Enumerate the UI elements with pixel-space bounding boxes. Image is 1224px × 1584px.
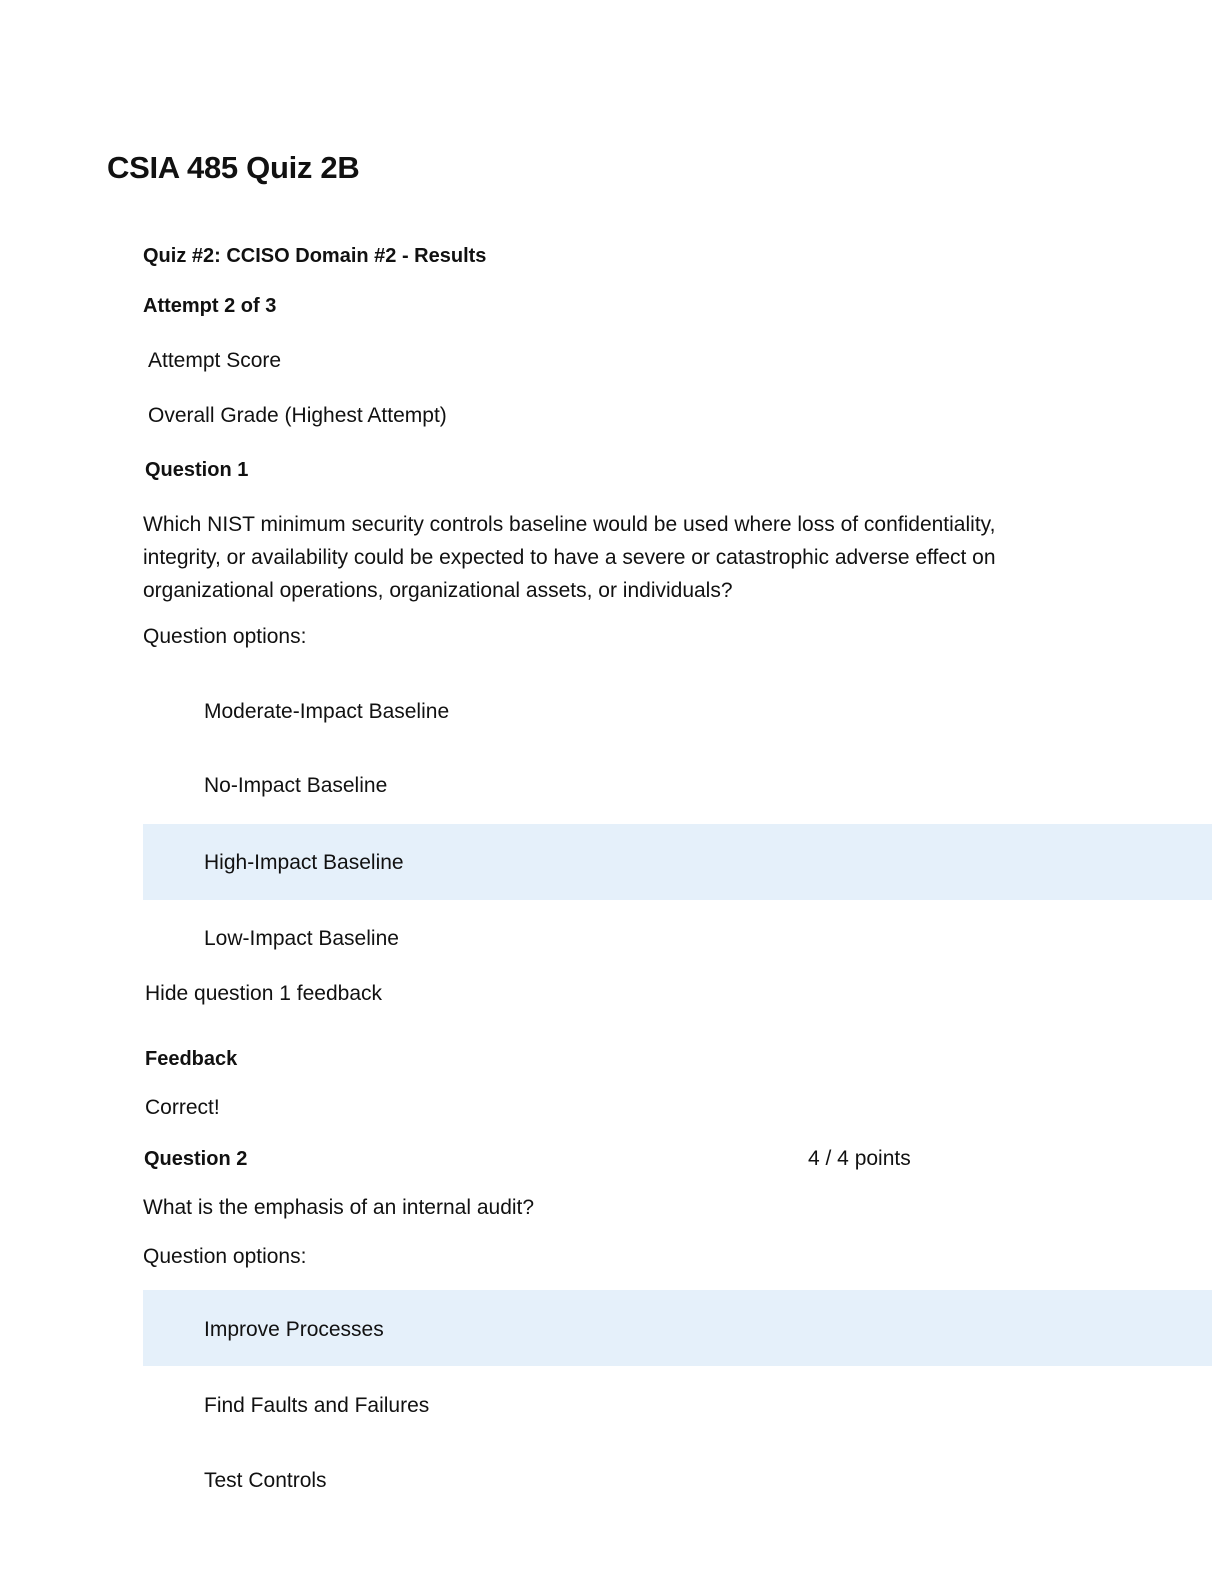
question-2-options-label: Question options: <box>143 1245 307 1268</box>
option-label: Test Controls <box>204 1469 327 1492</box>
option-label: No-Impact Baseline <box>204 774 388 797</box>
question-2-option-test-controls[interactable] <box>143 1442 1212 1518</box>
question-2-text: What is the emphasis of an internal audit? <box>143 1196 535 1219</box>
question-1-option-no-impact[interactable] <box>143 748 1212 824</box>
question-2-option-improve-processes-selected[interactable] <box>143 1290 1212 1366</box>
option-label: Improve Processes <box>204 1318 384 1341</box>
question-1-options-label: Question options: <box>143 625 307 648</box>
document-title: CSIA 485 Quiz 2B <box>107 150 360 185</box>
feedback-heading: Feedback <box>145 1048 238 1070</box>
option-label: Low-Impact Baseline <box>204 927 399 950</box>
attempt-score-label: Attempt Score <box>148 349 282 372</box>
question-2-points: 4 / 4 points <box>808 1147 911 1170</box>
overall-grade-label: Overall Grade (Highest Attempt) <box>148 404 447 427</box>
question-1-title: Question 1 <box>145 459 249 481</box>
question-1-option-low-impact[interactable] <box>143 900 1212 976</box>
question-1-text: Which NIST minimum security controls baseline would be used where loss of confidentiality, integrity, or availability could be expected to have a severe or catastrophic adverse effect on organizational operations, organizational assets, or individuals? <box>143 513 996 602</box>
attempt-indicator: Attempt 2 of 3 <box>143 295 277 317</box>
question-2-title: Question 2 <box>144 1148 248 1170</box>
question-1-option-moderate-impact[interactable] <box>143 673 1212 749</box>
hide-question-1-feedback-link[interactable]: Hide question 1 feedback <box>145 982 382 1005</box>
option-label: Find Faults and Failures <box>204 1394 430 1417</box>
feedback-text: Correct! <box>145 1096 220 1119</box>
question-1-option-high-impact-selected[interactable] <box>143 824 1212 900</box>
option-label: Moderate-Impact Baseline <box>204 700 450 723</box>
question-2-option-find-faults[interactable] <box>143 1366 1212 1442</box>
quiz-results-heading: Quiz #2: CCISO Domain #2 - Results <box>143 245 487 267</box>
option-label: High-Impact Baseline <box>204 851 404 874</box>
